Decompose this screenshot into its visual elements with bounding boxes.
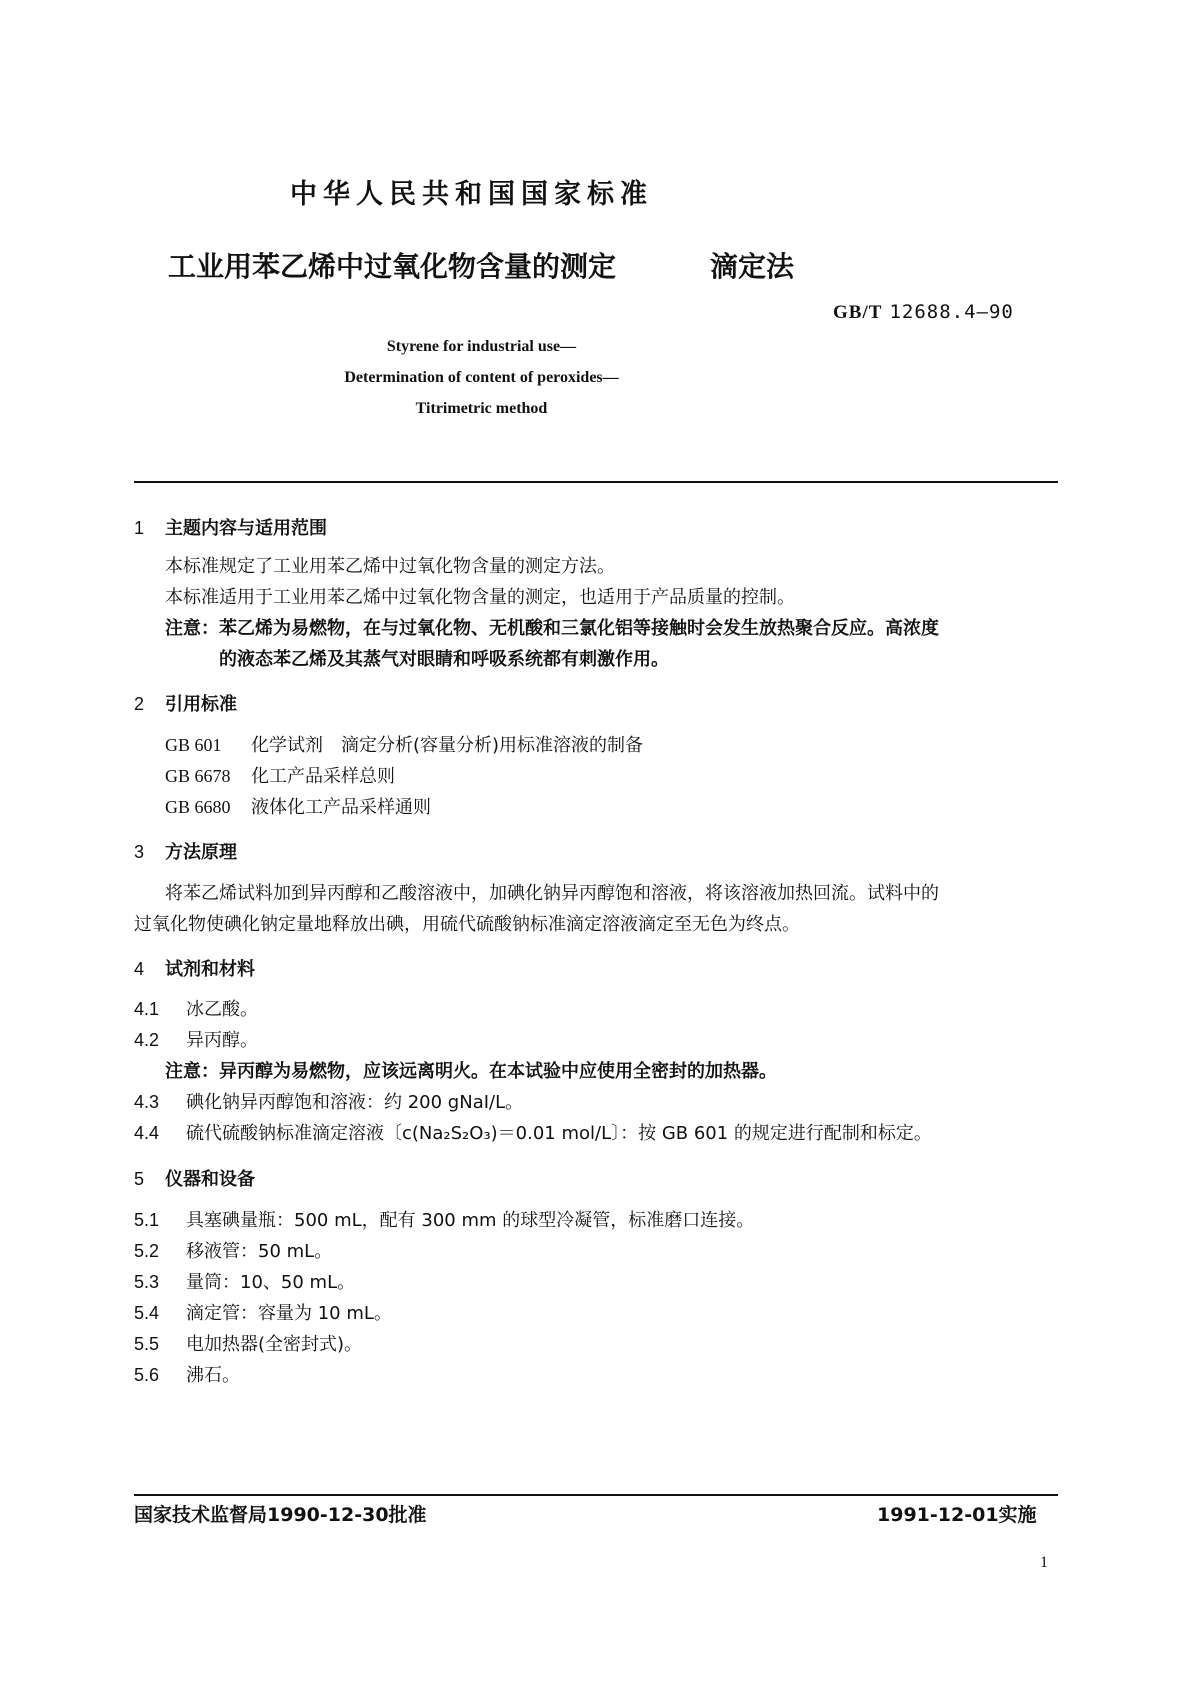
reference-item: [165, 731, 643, 757]
item-number: 4.1: [134, 999, 160, 1019]
list-item: [134, 1026, 258, 1052]
reference-code: GB 6678: [165, 766, 231, 786]
list-item: [134, 1299, 392, 1325]
paragraph: 将苯乙烯试料加到异丙醇和乙酸溶液中，加碘化钠异丙醇饱和溶液，将该溶液加热回流。试料中的: [165, 883, 939, 904]
english-title-line-2: Determination of content of peroxides—: [344, 369, 619, 386]
item-text: 硫代硫酸钠标准滴定溶液〔c(Na₂S₂O₃)＝0.01 mol/L〕：按 GB 601 的规定进行配制和标定。: [186, 1123, 932, 1144]
section-title: 方法原理: [165, 842, 237, 863]
item-text: 具塞碘量瓶：500 mL，配有 300 mm 的球型冷凝管，标准磨口连接。: [186, 1210, 755, 1231]
standard-number: 12688.4—90: [889, 301, 1014, 323]
section-2-heading: [134, 690, 237, 716]
safety-note-continued: 的液态苯乙烯及其蒸气对眼睛和呼吸系统都有刺激作用。: [219, 649, 669, 670]
item-number: 4.2: [134, 1030, 160, 1050]
item-number: 4.4: [134, 1123, 160, 1143]
item-number: 5.4: [134, 1303, 160, 1323]
item-number: 5.5: [134, 1334, 160, 1354]
section-5-heading: [134, 1165, 255, 1191]
safety-note: 注意：异丙醇为易燃物，应该远离明火。在本试验中应使用全密封的加热器。: [165, 1061, 777, 1082]
item-number: 5.6: [134, 1365, 160, 1385]
section-number: 5: [134, 1169, 145, 1189]
english-title-line-3: Titrimetric method: [415, 400, 548, 417]
section-1-heading: [134, 514, 327, 540]
english-title-line-1: Styrene for industrial use—: [386, 338, 577, 355]
section-3-heading: [134, 838, 237, 864]
list-item: [134, 1206, 754, 1232]
reference-code: GB 6680: [165, 797, 231, 817]
list-item: [134, 1088, 523, 1114]
item-text: 移液管：50 mL。: [186, 1241, 333, 1262]
effective-date: 1991-12-01实施: [877, 1504, 1037, 1526]
list-item: [134, 1361, 240, 1387]
item-text: 量筒：10、50 mL。: [186, 1272, 356, 1293]
section-title: 引用标准: [165, 694, 237, 715]
item-number: 4.3: [134, 1092, 160, 1112]
national-standard-title: 中华人民共和国国家标准: [290, 179, 653, 210]
page-number: 1: [1040, 1554, 1048, 1571]
reference-item: [165, 762, 395, 788]
item-text: 沸石。: [186, 1365, 240, 1386]
section-number: 1: [134, 518, 145, 538]
list-item: [134, 1119, 932, 1145]
list-item: [134, 1237, 332, 1263]
footer-divider: [134, 1494, 1058, 1496]
reference-code: GB 601: [165, 735, 222, 755]
reference-text: 化工产品采样总则: [251, 766, 395, 787]
reference-item: [165, 793, 431, 819]
section-number: 4: [134, 959, 145, 979]
item-number: 5.1: [134, 1210, 160, 1230]
section-title: 试剂和材料: [165, 959, 255, 980]
paragraph-continued: 过氧化物使碘化钠定量地释放出碘，用硫代硫酸钠标准滴定溶液滴定至无色为终点。: [134, 914, 800, 935]
list-item: [134, 1268, 355, 1294]
paragraph: 本标准适用于工业用苯乙烯中过氧化物含量的测定，也适用于产品质量的控制。: [165, 587, 795, 608]
section-number: 2: [134, 694, 145, 714]
standard-prefix: GB/T: [833, 302, 883, 323]
standard-code: [833, 301, 1014, 324]
header-divider: [134, 481, 1058, 483]
item-number: 5.3: [134, 1272, 160, 1292]
document-title: 工业用苯乙烯中过氧化物含量的测定: [168, 250, 617, 283]
item-text: 滴定管：容量为 10 mL。: [186, 1303, 392, 1324]
document-method: 滴定法: [710, 250, 795, 283]
paragraph: 本标准规定了工业用苯乙烯中过氧化物含量的测定方法。: [165, 556, 615, 577]
item-text: 异丙醇。: [186, 1030, 258, 1051]
section-number: 3: [134, 842, 145, 862]
reference-text: 化学试剂 滴定分析(容量分析)用标准溶液的制备: [251, 735, 644, 756]
item-text: 碘化钠异丙醇饱和溶液：约 200 gNaI/L。: [186, 1092, 524, 1113]
section-title: 仪器和设备: [165, 1169, 255, 1190]
section-4-heading: [134, 955, 255, 981]
safety-note: 注意：苯乙烯为易燃物，在与过氧化物、无机酸和三氯化铝等接触时会发生放热聚合反应。高浓度: [165, 618, 939, 639]
section-title: 主题内容与适用范围: [165, 518, 327, 539]
item-text: 冰乙酸。: [186, 999, 258, 1020]
item-text: 电加热器(全密封式)。: [186, 1334, 363, 1355]
list-item: [134, 1330, 362, 1356]
list-item: [134, 995, 258, 1021]
approval-date: 国家技术监督局1990-12-30批准: [134, 1504, 427, 1526]
item-number: 5.2: [134, 1241, 160, 1261]
reference-text: 液体化工产品采样通则: [251, 797, 431, 818]
